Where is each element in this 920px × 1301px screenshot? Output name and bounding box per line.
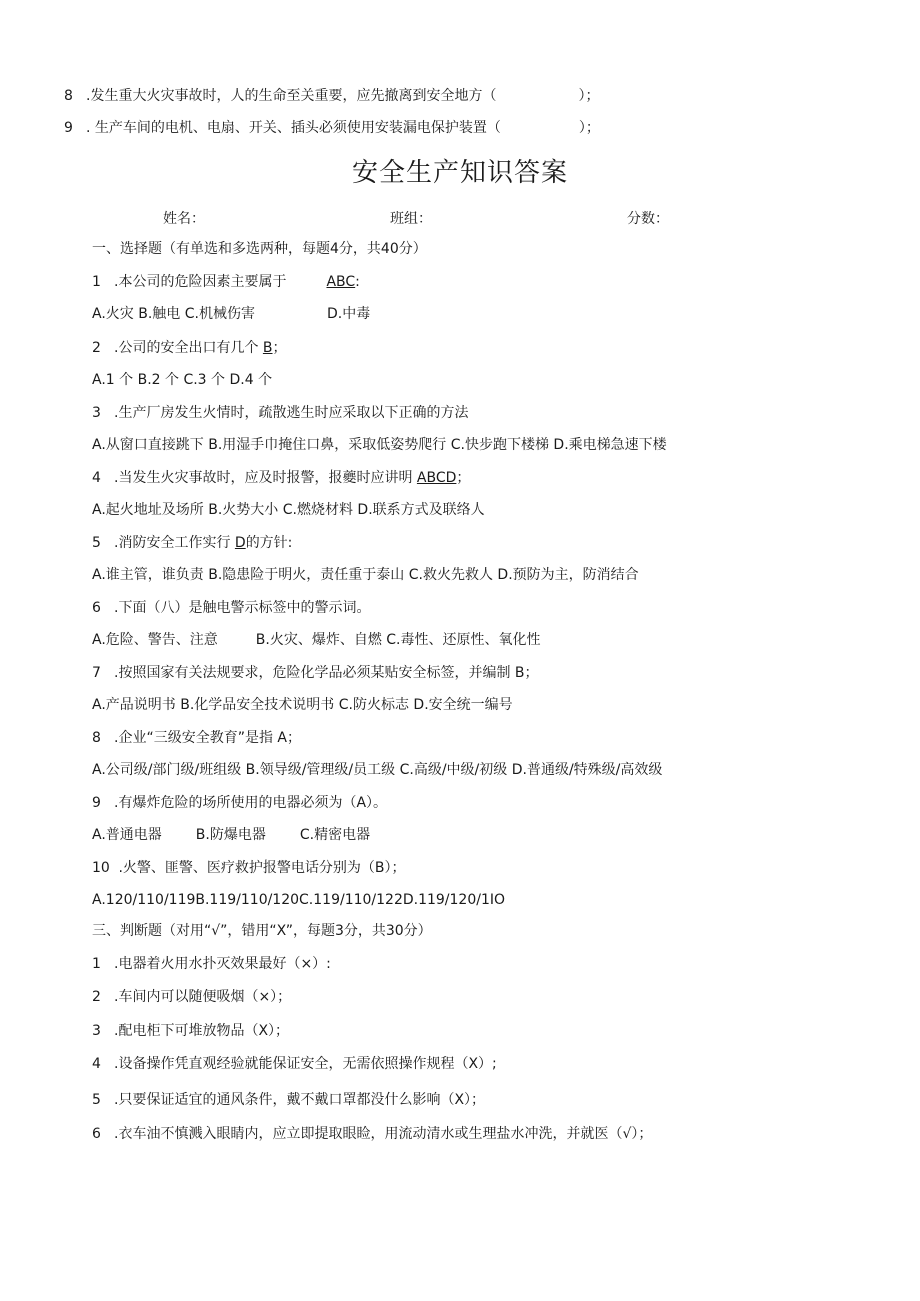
page-title: 安全生产知识答案: [351, 158, 568, 188]
name-field-label: 姓名：: [163, 211, 205, 227]
options-3: A.从窗口直接跳下 B.用湿手巾掩住口鼻，采取低姿势爬行 C.快步跑下楼梯 D.乘电梯急速下楼: [92, 437, 667, 453]
options-9: A.普通电器 B.防爆电器 C.精密电器: [92, 827, 371, 843]
question-8: 8 .企业“三级安全教育”是指 A；: [92, 730, 301, 746]
top-question-9: 9 . 生产车间的电机、电扇、开关、插头必须使用安装漏电保护装置（ ）；: [64, 120, 600, 136]
question-5: 5 .消防安全工作实行 D的方针:: [92, 535, 293, 551]
judgement-3: 3 .配电柜下可堆放物品（X）；: [92, 1023, 290, 1039]
q-number: 8: [64, 88, 73, 104]
judgement-6: 6 .衣车油不慎溅入眼睛内，应立即提取眼睑，用流动清水或生理盐水冲洗，并就医（√）；: [92, 1126, 653, 1142]
options-5: A.谁主管，谁负责 B.隐患险于明火，责任重于泰山 C.救火先救人 D.预防为主，防消结合: [92, 567, 639, 583]
q-number: 9: [64, 120, 73, 136]
group-field-label: 班组：: [390, 211, 432, 227]
answer: ABCD: [416, 470, 457, 486]
answer: B: [262, 340, 273, 356]
question-10: 10 .火警、匪警、医疗救护报警电话分别为（B）；: [92, 860, 406, 876]
options-1: A.火灾 B.触电 C.机械伤害 D.中毒: [92, 306, 371, 322]
question-3: 3 .生产厂房发生火情时，疏散逃生时应采取以下正确的方法: [92, 405, 469, 421]
top-question-8: 8 .发生重大火灾事故时，人的生命至关重要，应先撤离到安全地方（ ）；: [64, 88, 600, 104]
section-heading-judgement: 三、判断题（对用“√”，错用“X”，每题3分，共30分）: [92, 923, 432, 939]
question-9: 9 .有爆炸危险的场所使用的电器必须为（A）。: [92, 795, 388, 811]
question-2: 2 .公司的安全出口有几个 B；: [92, 340, 287, 356]
question-1: 1 .本公司的危险因素主要属于 ABC:: [92, 274, 360, 290]
question-6: 6 .下面（八）是触电警示标签中的警示词。: [92, 600, 371, 616]
section-heading-choice: 一、选择题（有单选和多选两种，每题4分，共40分）: [92, 241, 427, 257]
options-10: A.120/110/119B.119/110/120C.119/110/122D.119/120/1IO: [92, 892, 506, 908]
question-7: 7 .按照国家有关法规要求，危险化学品必须某贴安全标签，并编制 B；: [92, 665, 539, 681]
question-4: 4 .当发生火灾事故时，应及时报警，报夔时应讲明 ABCD；: [92, 470, 471, 486]
options-4: A.起火地址及场所 B.火势大小 C.燃烧材料 D.联系方式及联络人: [92, 502, 485, 518]
judgement-2: 2 .车间内可以随便吸烟（×）；: [92, 989, 292, 1005]
options-2: A.1 个 B.2 个 C.3 个 D.4 个: [92, 372, 273, 388]
score-field-label: 分数：: [627, 211, 669, 227]
answer: ABC: [326, 274, 356, 290]
options-7: A.产品说明书 B.化学品安全技术说明书 C.防火标志 D.安全统一编号: [92, 697, 513, 713]
judgement-4: 4 .设备操作凭直观经验就能保证安全，无需依照操作规程（X）;: [92, 1056, 497, 1072]
judgement-1: 1 .电器着火用水扑灭效果最好（×）:: [92, 956, 331, 972]
answer: D: [234, 535, 246, 551]
judgement-5: 5 .只要保证适宜的通风条件，戴不戴口罩都没什么影响（X）；: [92, 1092, 486, 1108]
options-8: A.公司级/部门级/班组级 B.领导级/管理级/员工级 C.高级/中级/初级 D.普通级/特殊级/高效级: [92, 762, 663, 778]
options-6: A.危险、警告、注意 B.火灾、爆炸、自燃 C.毒性、还原性、氧化性: [92, 632, 541, 648]
